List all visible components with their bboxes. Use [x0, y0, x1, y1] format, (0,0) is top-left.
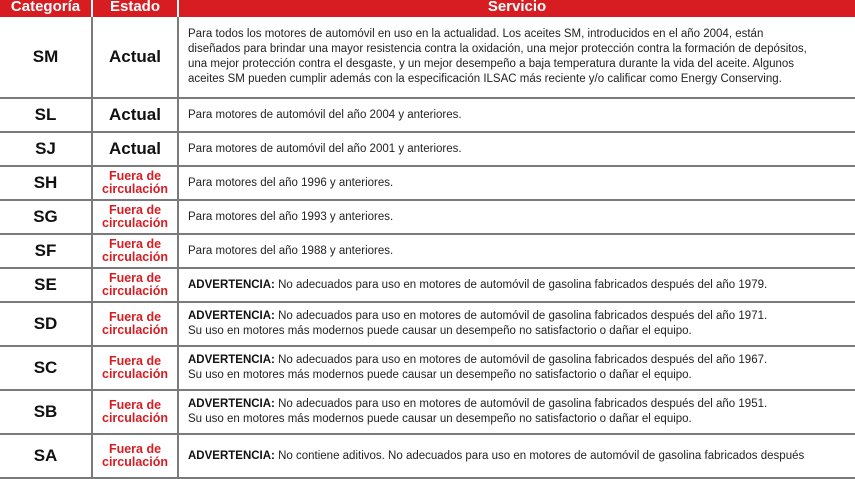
description-line [188, 176, 393, 191]
description-line [188, 412, 767, 427]
category-cell [0, 133, 93, 165]
category-cell [0, 99, 93, 131]
description-line [188, 309, 767, 324]
table-row [0, 391, 855, 435]
category-code: SB [33, 402, 58, 421]
header-category: Categoría [0, 0, 93, 17]
warning-label: ADVERTENCIA: [188, 354, 275, 366]
status-label: Fuera de circulación [102, 442, 168, 469]
status-label: Fuera de circulación [102, 271, 168, 298]
description-text: diseñados para brindar una mayor resistencia contra la oxidación, una mejor protección contra la formación de depósitos, [188, 43, 807, 55]
description-line [188, 57, 807, 72]
table-row [0, 303, 855, 347]
description-line [188, 368, 767, 383]
status-label: Actual [109, 47, 161, 66]
service-cell [179, 133, 855, 165]
table-row [0, 167, 855, 201]
description-line [188, 324, 767, 339]
description-line [188, 278, 767, 293]
description-text: No adecuados para uso en motores de automóvil de gasolina fabricados después del año 1967. [278, 354, 768, 366]
description-text: aceites SM pueden cumplir además con la especificación ILSAC más reciente y/o calificar como Energy Conserving. [188, 73, 782, 85]
status-cell [93, 391, 179, 433]
category-code: SJ [35, 139, 56, 158]
description-text: Para motores del año 1988 y anteriores. [188, 244, 394, 257]
service-description [188, 142, 462, 157]
status-cell [93, 167, 179, 199]
table-row [0, 269, 855, 303]
category-cell [0, 269, 93, 301]
table-row [0, 133, 855, 167]
table-row [0, 201, 855, 235]
description-text: Para motores del año 1993 y anteriores. [188, 210, 394, 223]
category-cell [0, 347, 93, 389]
status-label: Actual [109, 139, 161, 158]
status-cell [93, 303, 179, 345]
header-service: Servicio [487, 0, 547, 15]
service-cell [179, 235, 855, 267]
service-cell [179, 99, 855, 131]
status-cell [93, 133, 179, 165]
service-cell [179, 303, 855, 345]
warning-label: ADVERTENCIA: [188, 310, 275, 322]
status-label: Fuera de circulación [102, 398, 168, 425]
description-line [188, 72, 807, 87]
category-cell [0, 201, 93, 233]
category-cell [0, 235, 93, 267]
description-line [188, 397, 767, 412]
header-status: Estado [93, 0, 179, 17]
service-cell [179, 269, 855, 301]
category-code: SA [33, 446, 58, 465]
description-text: Su uso en motores más modernos puede causar un desempeño no satisfactorio o dañar el equipo. [188, 325, 692, 337]
description-text: Su uso en motores más modernos puede causar un desempeño no satisfactorio o dañar el equipo. [188, 369, 692, 381]
service-cell [179, 201, 855, 233]
status-cell [93, 201, 179, 233]
status-cell [93, 435, 179, 477]
status-cell [93, 347, 179, 389]
category-cell [0, 17, 93, 97]
status-cell [93, 269, 179, 301]
service-description [188, 353, 767, 383]
table-row [0, 435, 855, 479]
service-description [188, 176, 393, 191]
service-description [188, 27, 807, 87]
category-code: SC [33, 358, 58, 377]
service-cell [179, 17, 855, 97]
service-description [188, 397, 767, 427]
description-line [188, 244, 393, 259]
status-label: Fuera de circulación [102, 237, 168, 264]
category-code: SE [34, 275, 57, 294]
warning-label: ADVERTENCIA: [188, 398, 275, 410]
status-label: Fuera de circulación [102, 169, 168, 196]
service-description [188, 278, 767, 293]
description-text: No adecuados para uso en motores de automóvil de gasolina fabricados después del año 1979. [278, 278, 768, 291]
category-code: SH [33, 173, 58, 192]
table-row [0, 99, 855, 133]
service-cell [179, 391, 855, 433]
table-row [0, 347, 855, 391]
description-line [188, 42, 807, 57]
description-line [188, 108, 462, 123]
description-text: No adecuados para uso en motores de automóvil de gasolina fabricados después del año 1951. [278, 398, 768, 410]
description-text: Para todos los motores de automóvil en uso en la actualidad. Los aceites SM, introducidos en el año 2004, están [188, 28, 764, 40]
description-text: Para motores del año 1996 y anteriores. [188, 176, 394, 189]
description-line [188, 353, 767, 368]
description-line [188, 449, 804, 464]
description-line [188, 142, 462, 157]
description-text: No adecuados para uso en motores de automóvil de gasolina fabricados después del año 1971. [278, 310, 768, 322]
category-code: SM [32, 47, 59, 66]
description-text: Para motores de automóvil del año 2004 y anteriores. [188, 108, 462, 121]
service-description [188, 309, 767, 339]
description-text: una mejor protección contra el desgaste, y un mejor desempeño a baja temperatura durante la vida del aceite. Algunos [188, 58, 795, 70]
category-cell [0, 435, 93, 477]
status-cell [93, 17, 179, 97]
category-cell [0, 303, 93, 345]
service-description [188, 108, 462, 123]
table-row [0, 17, 855, 99]
status-cell [93, 99, 179, 131]
status-cell [93, 235, 179, 267]
description-line [188, 210, 393, 225]
service-description [188, 449, 804, 464]
status-label: Fuera de circulación [102, 310, 168, 337]
description-line [188, 27, 807, 42]
description-text: Para motores de automóvil del año 2001 y anteriores. [188, 142, 462, 155]
service-cell [179, 435, 855, 477]
status-label: Fuera de circulación [102, 203, 168, 230]
category-code: SG [33, 207, 58, 226]
table-header [0, 0, 855, 17]
description-text: Su uso en motores más modernos puede causar un desempeño no satisfactorio o dañar el equipo. [188, 413, 692, 425]
service-cell [179, 167, 855, 199]
category-code: SD [33, 314, 58, 333]
service-description [188, 210, 393, 225]
category-cell [0, 167, 93, 199]
category-code: SL [34, 105, 57, 124]
service-description [188, 244, 393, 259]
status-label: Fuera de circulación [102, 354, 168, 381]
table-body [0, 17, 855, 479]
service-cell [179, 347, 855, 389]
status-label: Actual [109, 105, 161, 124]
warning-label: ADVERTENCIA: [188, 449, 275, 462]
warning-label: ADVERTENCIA: [188, 278, 275, 291]
category-code: SF [34, 241, 57, 260]
description-text: No contiene aditivos. No adecuados para uso en motores de automóvil de gasolina fabricados después [278, 449, 805, 462]
category-cell [0, 391, 93, 433]
table-row [0, 235, 855, 269]
